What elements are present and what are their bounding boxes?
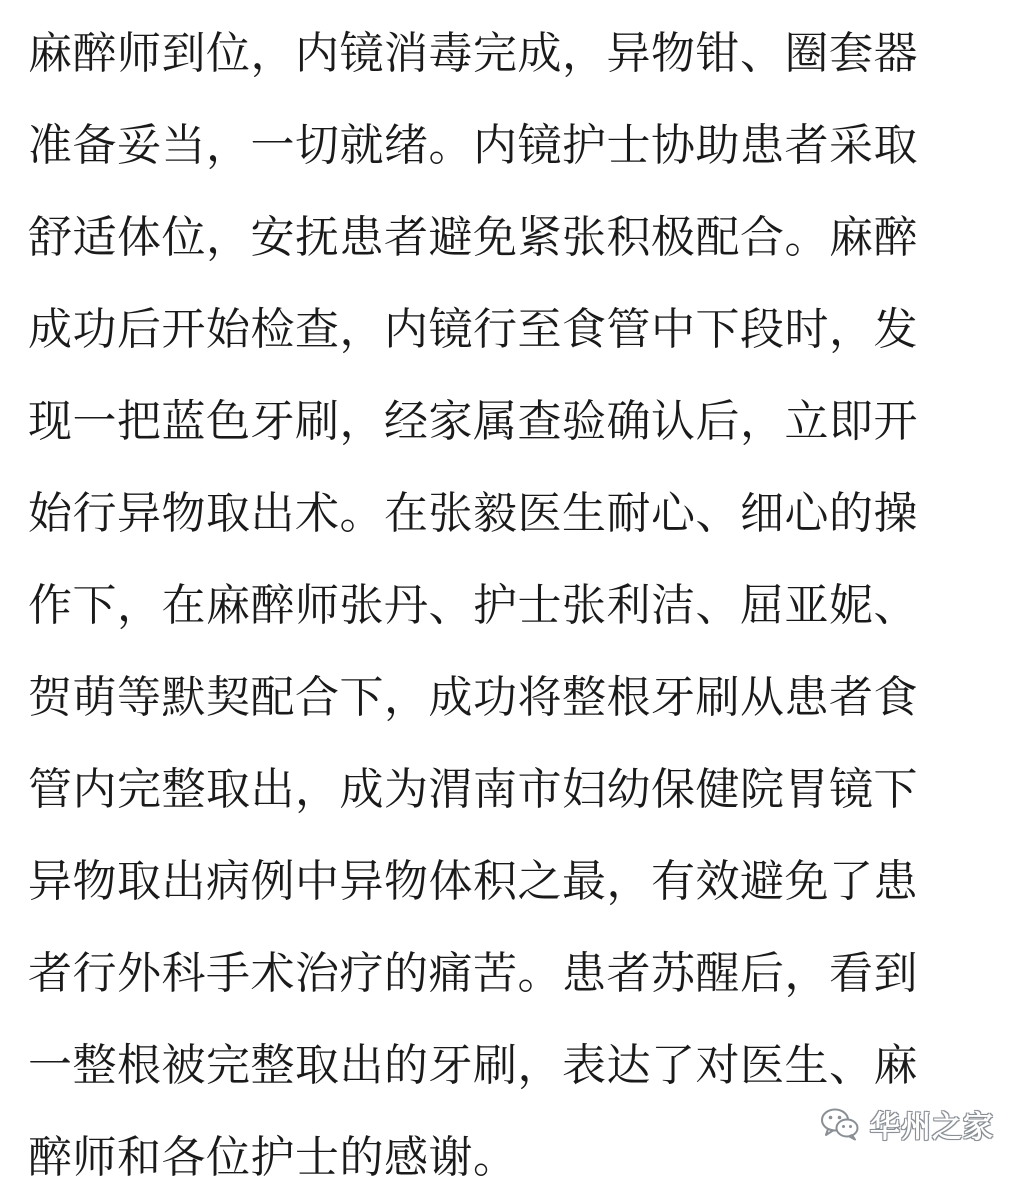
article-line: 现一把蓝色牙刷，经家属查验确认后，立即开 — [28, 396, 918, 447]
article-line: 成功后开始检查，内镜行至食管中下段时，发 — [28, 304, 918, 355]
article-line: 管内完整取出，成为渭南市妇幼保健院胃镜下 — [28, 764, 918, 815]
article-line: 贺萌等默契配合下，成功将整根牙刷从患者食 — [28, 672, 918, 723]
article-line: 作下，在麻醉师张丹、护士张利洁、屈亚妮、 — [28, 580, 918, 631]
article-line: 准备妥当，一切就绪。内镜护士协助患者采取 — [28, 120, 918, 171]
article-line: 醉师和各位护士的感谢。 — [28, 1132, 518, 1183]
article-line: 麻醉师到位，内镜消毒完成，异物钳、圈套器 — [28, 28, 918, 79]
article-body — [28, 8, 998, 1204]
watermark-text: 华州之家 — [870, 1110, 994, 1145]
article-line: 始行异物取出术。在张毅医生耐心、细心的操 — [28, 488, 918, 539]
article-line: 者行外科手术治疗的痛苦。患者苏醒后，看到 — [28, 948, 918, 999]
article-line: 舒适体位，安抚患者避免紧张积极配合。麻醉 — [28, 212, 918, 263]
article-line: 异物取出病例中异物体积之最，有效避免了患 — [28, 856, 918, 907]
article-line: 一整根被完整取出的牙刷，表达了对医生、麻 — [28, 1040, 918, 1091]
wechat-icon — [820, 1107, 860, 1141]
watermark — [820, 1102, 994, 1146]
